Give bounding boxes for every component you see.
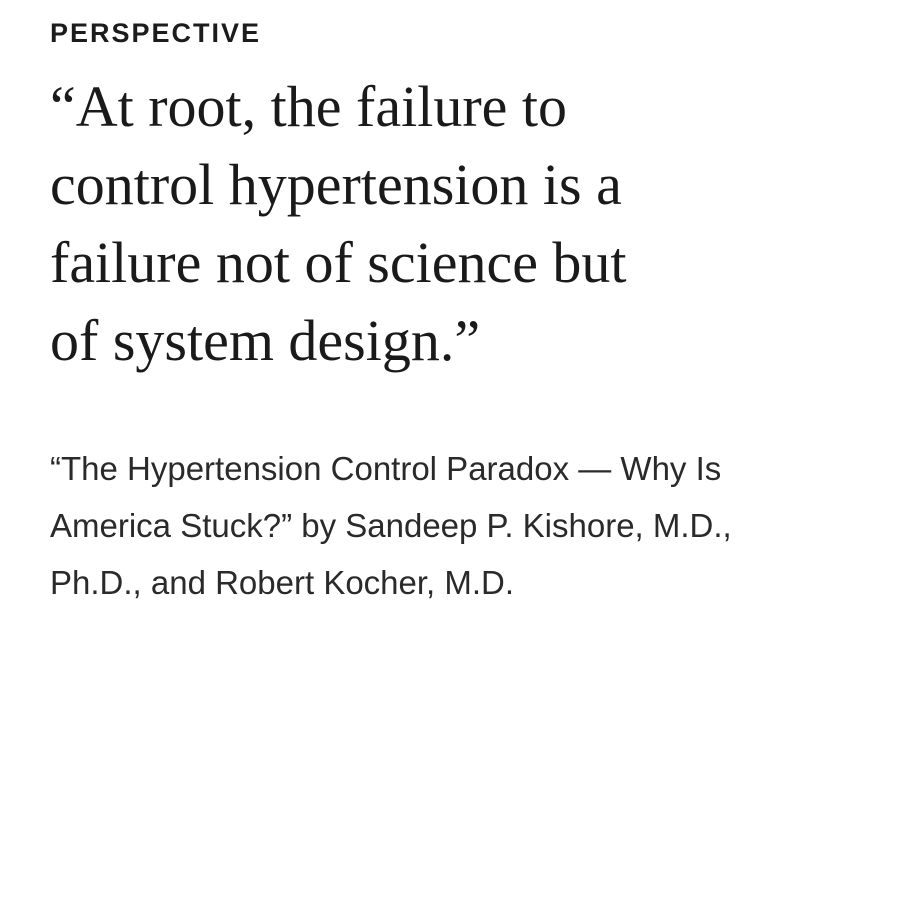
pull-quote xyxy=(50,68,890,380)
citation-line: America Stuck?” by Sandeep P. Kishore, M.D., xyxy=(50,507,732,544)
citation-line: Ph.D., and Robert Kocher, M.D. xyxy=(50,564,515,601)
section-label: PERSPECTIVE xyxy=(50,18,262,48)
pull-quote-line: failure not of science but xyxy=(50,230,627,295)
pull-quote-line: of system design.” xyxy=(50,308,481,373)
pull-quote-line: control hypertension is a xyxy=(50,152,622,217)
pull-quote-line: “At root, the failure to xyxy=(50,74,567,139)
citation-line: “The Hypertension Control Paradox — Why Is xyxy=(50,450,722,487)
article-citation xyxy=(50,440,890,611)
